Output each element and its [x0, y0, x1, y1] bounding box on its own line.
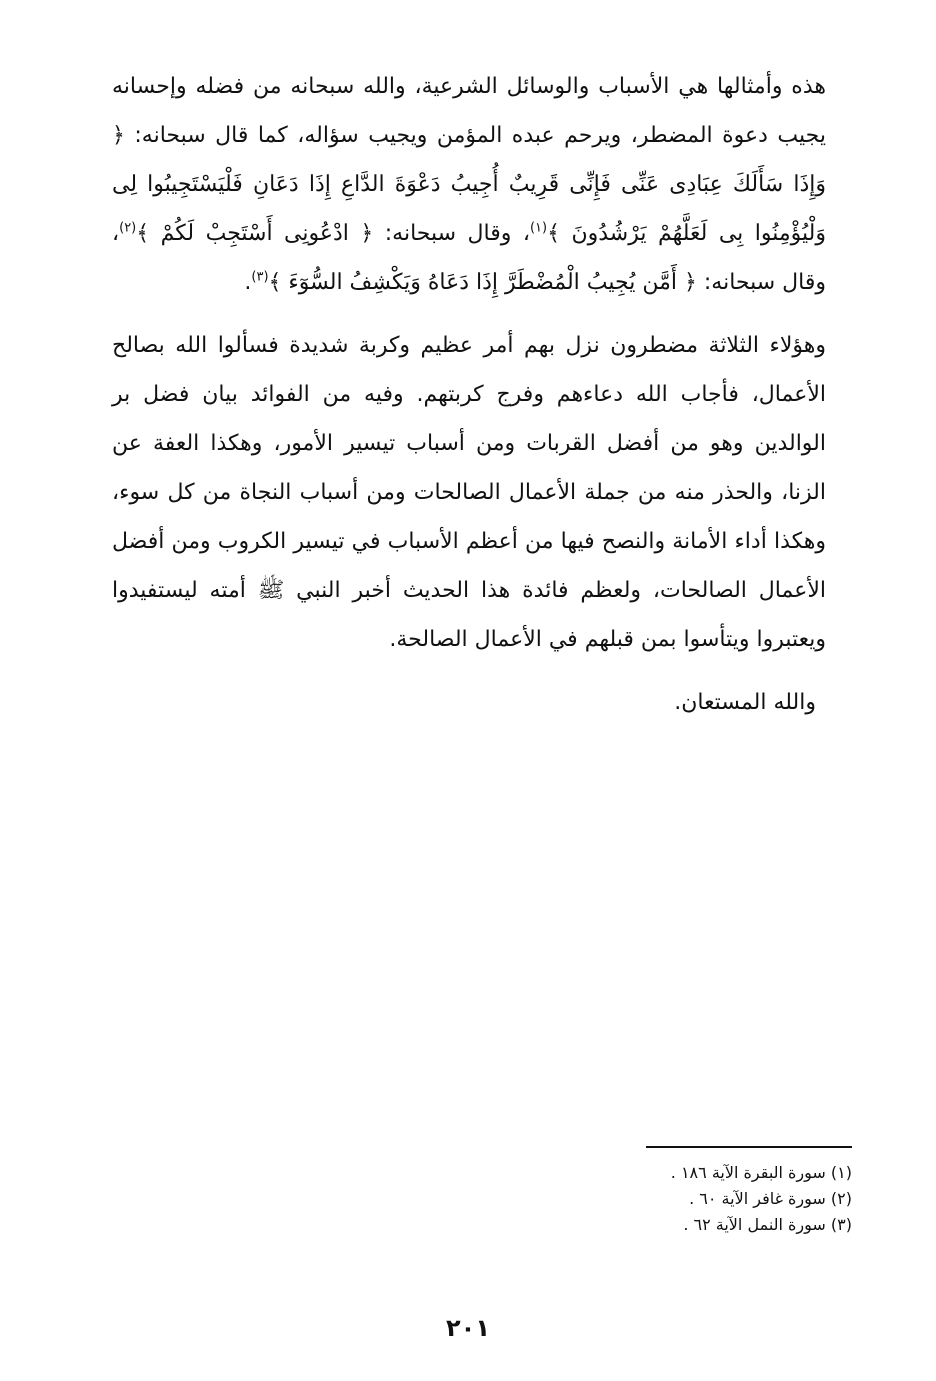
quran-verse: ﴿ ادْعُونِى أَسْتَجِبْ لَكُمْ ﴾ — [136, 221, 374, 246]
footnotes — [560, 1160, 852, 1238]
footnote-1: (١) سورة البقرة الآية ١٨٦ . — [670, 1163, 852, 1182]
footnote-ref: (١) — [529, 220, 548, 236]
footnote-divider — [646, 1146, 852, 1148]
text-segment: ، وقال سبحانه: — [373, 221, 530, 246]
text-segment: وهؤلاء الثلاثة مضطرون نزل بهم أمر عظيم وكربة شديدة فسألوا الله بصالح الأعمال، فأجاب الله دعاءهم وفرج كربتهم. وفيه من الفوائد بيان فضل بر الوالدين وهو من أفضل القربات ومن أسباب تيسير الأمور، وهكذا العفة عن الزنا، والحذر منه من جملة الأعمال الصالحات ومن أسباب النجاة من كل سوء، وهكذا أداء الأمانة والنصح فيها من أعظم الأسباب في تيسير الكروب ومن أفضل الأعمال الصالحات، ولعظم فائدة هذا الحديث أخبر النبي ﷺ أمته ليستفيدوا ويعتبروا ويتأسوا بمن قبلهم في الأعمال الصالحة. — [112, 333, 826, 652]
footnote-3: (٣) سورة النمل الآية ٦٢ . — [683, 1215, 852, 1234]
paragraph — [112, 62, 826, 307]
quran-verse: ﴿ أَمَّن يُجِيبُ الْمُضْطَرَّ إِذَا دَعَاهُ وَيَكْشِفُ السُّوٓءَ ﴾ — [268, 270, 697, 295]
main-text — [112, 62, 826, 727]
page-number: ٢٠١ — [446, 1314, 490, 1342]
quran-verse: ﴿ وَإِذَا سَأَلَكَ عِبَادِى عَنِّى فَإِنِّى قَرِيبٌ أُجِيبُ دَعْوَةَ الدَّاعِ إِذَا دَعَانِ فَلْيَسْتَجِيبُوا لِى وَلْيُؤْمِنُوا بِى لَعَلَّهُمْ يَرْشُدُونَ ﴾ — [112, 123, 826, 246]
footnote-2: (٢) سورة غافر الآية ٦٠ . — [689, 1189, 852, 1208]
paragraph — [112, 321, 826, 664]
footnote-ref: (٣) — [251, 269, 269, 285]
text-segment: ، وقال سبحانه: — [112, 221, 826, 295]
closing-line: والله المستعان. — [674, 690, 816, 715]
footnote-ref: (٢) — [119, 220, 137, 236]
text-segment: هذه وأمثالها هي الأسباب والوسائل الشرعية، والله سبحانه من فضله وإحسانه يجيب دعوة المضطر، ويرحم عبده المؤمن ويجيب سؤاله، كما قال سبحانه: — [112, 74, 826, 148]
text-segment: . — [244, 270, 252, 295]
